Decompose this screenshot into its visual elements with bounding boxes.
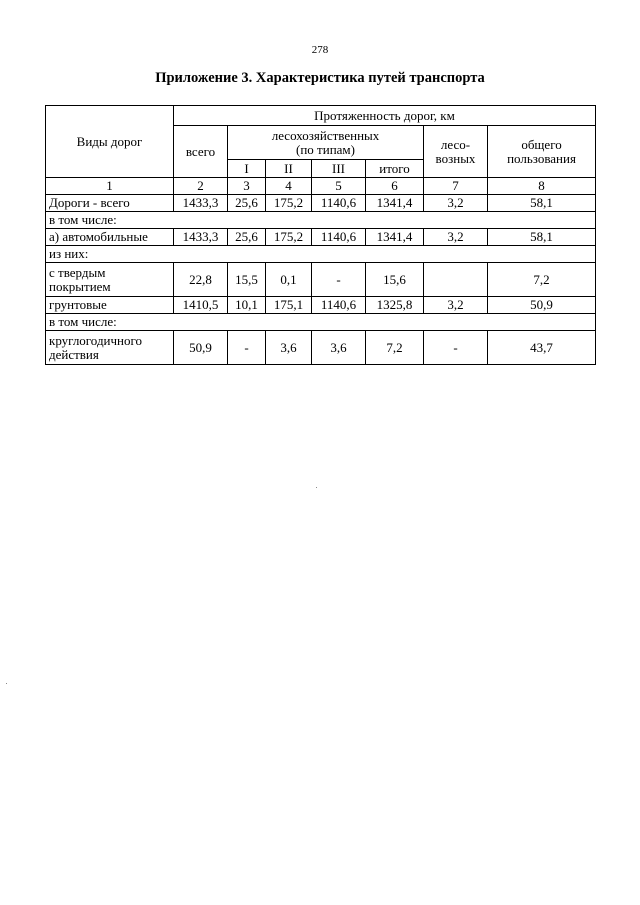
table-cell: -	[424, 331, 488, 365]
table-cell: 50,9	[488, 297, 596, 314]
table-cell: 1433,3	[174, 229, 228, 246]
table-cell: 1433,3	[174, 195, 228, 212]
table-cell: -	[312, 263, 366, 297]
column-number: 1	[46, 178, 174, 195]
row-group-label: из них:	[46, 246, 596, 263]
table-cell: 7,2	[488, 263, 596, 297]
table-row	[46, 263, 596, 297]
header-type-3: III	[312, 160, 366, 178]
table-cell: 22,8	[174, 263, 228, 297]
table-row	[46, 314, 596, 331]
table-cell: 3,6	[312, 331, 366, 365]
table-cell: 1341,4	[366, 195, 424, 212]
page-number: 278	[311, 44, 329, 56]
table-cell: 10,1	[228, 297, 266, 314]
header-length: Протяженность дорог, км	[174, 106, 596, 126]
table-row	[46, 331, 596, 365]
document-title: Приложение 3. Характеристика путей транспорта	[155, 70, 485, 86]
table-cell: 25,6	[228, 229, 266, 246]
header-row-1	[46, 106, 596, 126]
table-row	[46, 195, 596, 212]
header-forestry-label: лесохозяйственных	[271, 127, 380, 143]
header-subtotal: итого	[366, 160, 424, 178]
table-cell: 175,2	[266, 229, 312, 246]
header-type-2: II	[266, 160, 312, 178]
table-body	[46, 195, 596, 365]
table-cell: 0,1	[266, 263, 312, 297]
table-row	[46, 212, 596, 229]
table-cell: 3,6	[266, 331, 312, 365]
table-cell: 1325,8	[366, 297, 424, 314]
column-number: 4	[266, 178, 312, 195]
table-cell: 3,2	[424, 229, 488, 246]
table-cell: 43,7	[488, 331, 596, 365]
table-cell: 1140,6	[312, 195, 366, 212]
column-number: 8	[488, 178, 596, 195]
scan-speck	[6, 683, 7, 684]
table-row	[46, 297, 596, 314]
table-cell: 58,1	[488, 195, 596, 212]
table-row	[46, 246, 596, 263]
header-forestry	[228, 126, 424, 160]
table-cell: 1140,6	[312, 297, 366, 314]
row-label: а) автомобильные	[46, 229, 174, 246]
row-group-label: в том числе:	[46, 212, 596, 229]
column-number: 5	[312, 178, 366, 195]
table-cell: 25,6	[228, 195, 266, 212]
table-cell: 1341,4	[366, 229, 424, 246]
header-total: всего	[174, 126, 228, 178]
column-number: 7	[424, 178, 488, 195]
header-logging: лесо- возных	[424, 126, 488, 178]
header-road-types: Виды дорог	[46, 106, 174, 178]
table-cell: 58,1	[488, 229, 596, 246]
table-cell: 175,2	[266, 195, 312, 212]
table-cell: 3,2	[424, 195, 488, 212]
table-cell: 1410,5	[174, 297, 228, 314]
table-row	[46, 229, 596, 246]
road-characteristics-table	[45, 105, 596, 365]
table-cell: 15,6	[366, 263, 424, 297]
table-cell: 175,1	[266, 297, 312, 314]
row-label: с твердым покрытием	[46, 263, 174, 297]
column-number: 3	[228, 178, 266, 195]
table-cell: 15,5	[228, 263, 266, 297]
table-cell: 50,9	[174, 331, 228, 365]
column-number: 6	[366, 178, 424, 195]
header-type-1: I	[228, 160, 266, 178]
table-cell: 7,2	[366, 331, 424, 365]
column-number-row	[46, 178, 596, 195]
row-group-label: в том числе:	[46, 314, 596, 331]
column-number: 2	[174, 178, 228, 195]
header-public: общего пользования	[488, 126, 596, 178]
scan-speck	[316, 487, 317, 488]
row-label: грунтовые	[46, 297, 174, 314]
row-label: Дороги - всего	[46, 195, 174, 212]
table-cell: 3,2	[424, 297, 488, 314]
table-cell	[424, 263, 488, 297]
row-label: круглогодичного действия	[46, 331, 174, 365]
header-forestry-by-type: (по типам)	[296, 141, 355, 157]
table-cell: 1140,6	[312, 229, 366, 246]
table-cell: -	[228, 331, 266, 365]
